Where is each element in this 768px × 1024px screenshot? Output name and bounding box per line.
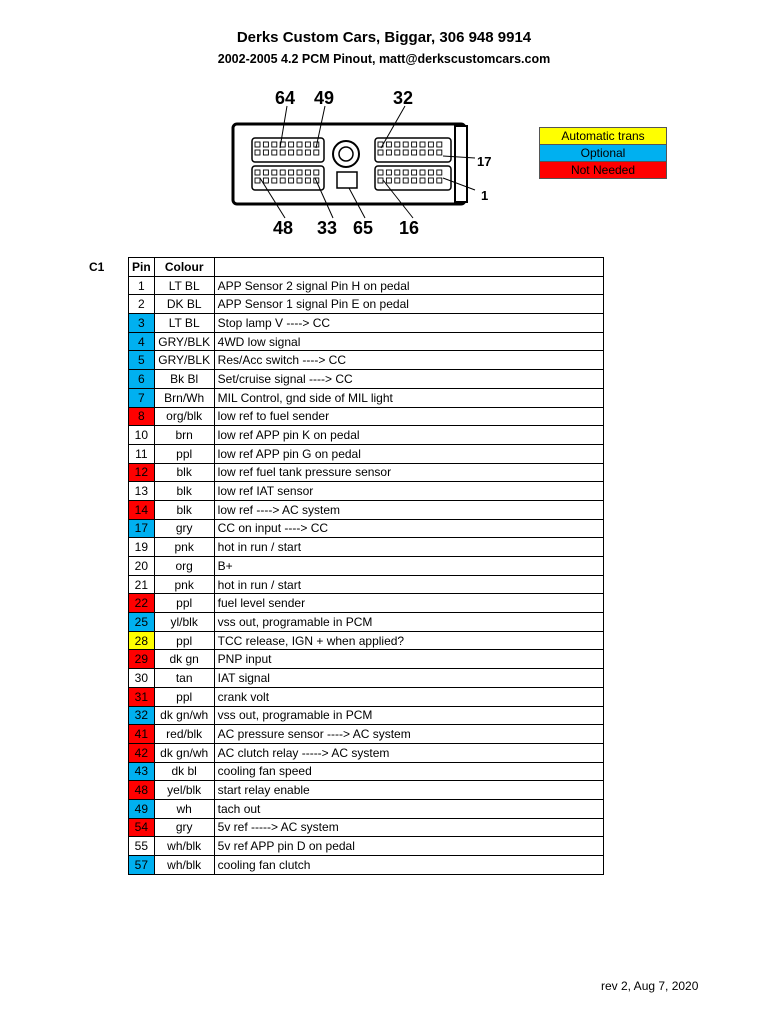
description-cell: CC on input ----> CC (214, 519, 603, 538)
description-cell: hot in run / start (214, 575, 603, 594)
pin-cell: 14 (129, 500, 155, 519)
pcm-connector-diagram (225, 86, 500, 236)
colour-cell: blk (154, 482, 214, 501)
table-row (129, 631, 604, 650)
colour-cell: ppl (154, 687, 214, 706)
table-row (129, 669, 604, 688)
pin-cell: 22 (129, 594, 155, 613)
table-row (129, 725, 604, 744)
pin-cell: 8 (129, 407, 155, 426)
description-cell: low ref to fuel sender (214, 407, 603, 426)
table-row (129, 463, 604, 482)
connector-label-32: 32 (393, 88, 414, 108)
table-row (129, 575, 604, 594)
pin-cell: 2 (129, 295, 155, 314)
revision-note: rev 2, Aug 7, 2020 (601, 979, 699, 993)
pin-cell: 41 (129, 725, 155, 744)
pin-cell: 13 (129, 482, 155, 501)
colour-cell: yel/blk (154, 781, 214, 800)
description-cell: 4WD low signal (214, 332, 603, 351)
table-row (129, 743, 604, 762)
table-row (129, 538, 604, 557)
colour-cell: LT BL (154, 314, 214, 333)
table-row (129, 444, 604, 463)
table-row (129, 332, 604, 351)
colour-cell: dk gn (154, 650, 214, 669)
table-row (129, 613, 604, 632)
description-column-header (214, 258, 603, 277)
color-legend (539, 127, 667, 179)
connector-label-64: 64 (275, 88, 296, 108)
colour-cell: Bk Bl (154, 370, 214, 389)
description-cell: Stop lamp V ----> CC (214, 314, 603, 333)
colour-cell: ppl (154, 594, 214, 613)
colour-cell: dk bl (154, 762, 214, 781)
description-cell: low ref IAT sensor (214, 482, 603, 501)
table-row (129, 370, 604, 389)
colour-cell: blk (154, 463, 214, 482)
pin-cell: 3 (129, 314, 155, 333)
colour-cell: org (154, 557, 214, 576)
colour-cell: ppl (154, 631, 214, 650)
table-row (129, 407, 604, 426)
pin-cell: 17 (129, 519, 155, 538)
table-row (129, 295, 604, 314)
description-cell: TCC release, IGN + when applied? (214, 631, 603, 650)
pin-cell: 1 (129, 276, 155, 295)
pin-cell: 5 (129, 351, 155, 370)
connector-label-33: 33 (317, 218, 338, 236)
description-cell: cooling fan clutch (214, 856, 603, 875)
colour-cell: GRY/BLK (154, 351, 214, 370)
table-row (129, 837, 604, 856)
colour-cell: yl/blk (154, 613, 214, 632)
table-row (129, 856, 604, 875)
description-cell: low ref APP pin K on pedal (214, 426, 603, 445)
pin-cell: 54 (129, 818, 155, 837)
description-cell: PNP input (214, 650, 603, 669)
description-cell: cooling fan speed (214, 762, 603, 781)
connector-label-48: 48 (273, 218, 294, 236)
legend-row (540, 128, 667, 145)
table-row (129, 557, 604, 576)
connector-label-16: 16 (399, 218, 420, 236)
pin-cell: 12 (129, 463, 155, 482)
pin-cell: 10 (129, 426, 155, 445)
table-row (129, 762, 604, 781)
description-cell: tach out (214, 799, 603, 818)
colour-cell: pnk (154, 575, 214, 594)
table-row (129, 519, 604, 538)
pin-cell: 31 (129, 687, 155, 706)
table-row (129, 706, 604, 725)
legend-row (540, 162, 667, 179)
table-row (129, 781, 604, 800)
colour-cell: Brn/Wh (154, 388, 214, 407)
document-subtitle: 2002-2005 4.2 PCM Pinout, matt@derkscustomcars.com (217, 52, 551, 66)
colour-cell: gry (154, 818, 214, 837)
description-cell: vss out, programable in PCM (214, 613, 603, 632)
legend-row (540, 145, 667, 162)
colour-cell: wh/blk (154, 837, 214, 856)
table-row (129, 500, 604, 519)
connector-section-label: C1 (89, 260, 105, 274)
pin-cell: 25 (129, 613, 155, 632)
colour-cell: brn (154, 426, 214, 445)
connector-label-1: 1 (481, 188, 489, 203)
colour-cell: DK BL (154, 295, 214, 314)
description-cell: AC clutch relay -----> AC system (214, 743, 603, 762)
pin-cell: 11 (129, 444, 155, 463)
pin-cell: 28 (129, 631, 155, 650)
description-cell: vss out, programable in PCM (214, 706, 603, 725)
pin-cell: 19 (129, 538, 155, 557)
colour-cell: LT BL (154, 276, 214, 295)
table-row (129, 314, 604, 333)
pin-cell: 57 (129, 856, 155, 875)
description-cell: hot in run / start (214, 538, 603, 557)
colour-cell: org/blk (154, 407, 214, 426)
table-row (129, 482, 604, 501)
colour-cell: red/blk (154, 725, 214, 744)
description-cell: AC pressure sensor ----> AC system (214, 725, 603, 744)
description-cell: MIL Control, gnd side of MIL light (214, 388, 603, 407)
pin-cell: 32 (129, 706, 155, 725)
colour-column-header: Colour (154, 258, 214, 277)
pin-cell: 48 (129, 781, 155, 800)
pin-cell: 20 (129, 557, 155, 576)
pin-cell: 6 (129, 370, 155, 389)
colour-cell: GRY/BLK (154, 332, 214, 351)
table-row (129, 818, 604, 837)
table-row (129, 276, 604, 295)
connector-label-49: 49 (314, 88, 335, 108)
description-cell: low ref APP pin G on pedal (214, 444, 603, 463)
legend-swatch-label: Optional (540, 145, 667, 162)
pinout-table (128, 257, 604, 875)
colour-cell: dk gn/wh (154, 706, 214, 725)
colour-cell: ppl (154, 444, 214, 463)
description-cell: APP Sensor 2 signal Pin H on pedal (214, 276, 603, 295)
table-row (129, 388, 604, 407)
description-cell: low ref ----> AC system (214, 500, 603, 519)
table-row (129, 594, 604, 613)
colour-cell: pnk (154, 538, 214, 557)
description-cell: Res/Acc switch ----> CC (214, 351, 603, 370)
pin-cell: 4 (129, 332, 155, 351)
colour-cell: blk (154, 500, 214, 519)
pin-cell: 29 (129, 650, 155, 669)
pin-cell: 49 (129, 799, 155, 818)
pin-cell: 30 (129, 669, 155, 688)
colour-cell: tan (154, 669, 214, 688)
table-header-row (129, 258, 604, 277)
pin-cell: 42 (129, 743, 155, 762)
pin-cell: 43 (129, 762, 155, 781)
description-cell: 5v ref APP pin D on pedal (214, 837, 603, 856)
table-row (129, 687, 604, 706)
table-row (129, 351, 604, 370)
table-row (129, 426, 604, 445)
connector-label-65: 65 (353, 218, 374, 236)
colour-cell: wh/blk (154, 856, 214, 875)
pin-column-header: Pin (129, 258, 155, 277)
description-cell: crank volt (214, 687, 603, 706)
legend-swatch-label: Not Needed (540, 162, 667, 179)
colour-cell: wh (154, 799, 214, 818)
colour-cell: dk gn/wh (154, 743, 214, 762)
description-cell: 5v ref -----> AC system (214, 818, 603, 837)
pin-cell: 7 (129, 388, 155, 407)
description-cell: low ref fuel tank pressure sensor (214, 463, 603, 482)
description-cell: IAT signal (214, 669, 603, 688)
pin-cell: 21 (129, 575, 155, 594)
description-cell: start relay enable (214, 781, 603, 800)
table-row (129, 650, 604, 669)
description-cell: fuel level sender (214, 594, 603, 613)
document-title: Derks Custom Cars, Biggar, 306 948 9914 (236, 29, 532, 46)
description-cell: B+ (214, 557, 603, 576)
colour-cell: gry (154, 519, 214, 538)
connector-label-17: 17 (477, 154, 492, 169)
table-row (129, 799, 604, 818)
pin-cell: 55 (129, 837, 155, 856)
legend-swatch-label: Automatic trans (540, 128, 667, 145)
description-cell: Set/cruise signal ----> CC (214, 370, 603, 389)
description-cell: APP Sensor 1 signal Pin E on pedal (214, 295, 603, 314)
